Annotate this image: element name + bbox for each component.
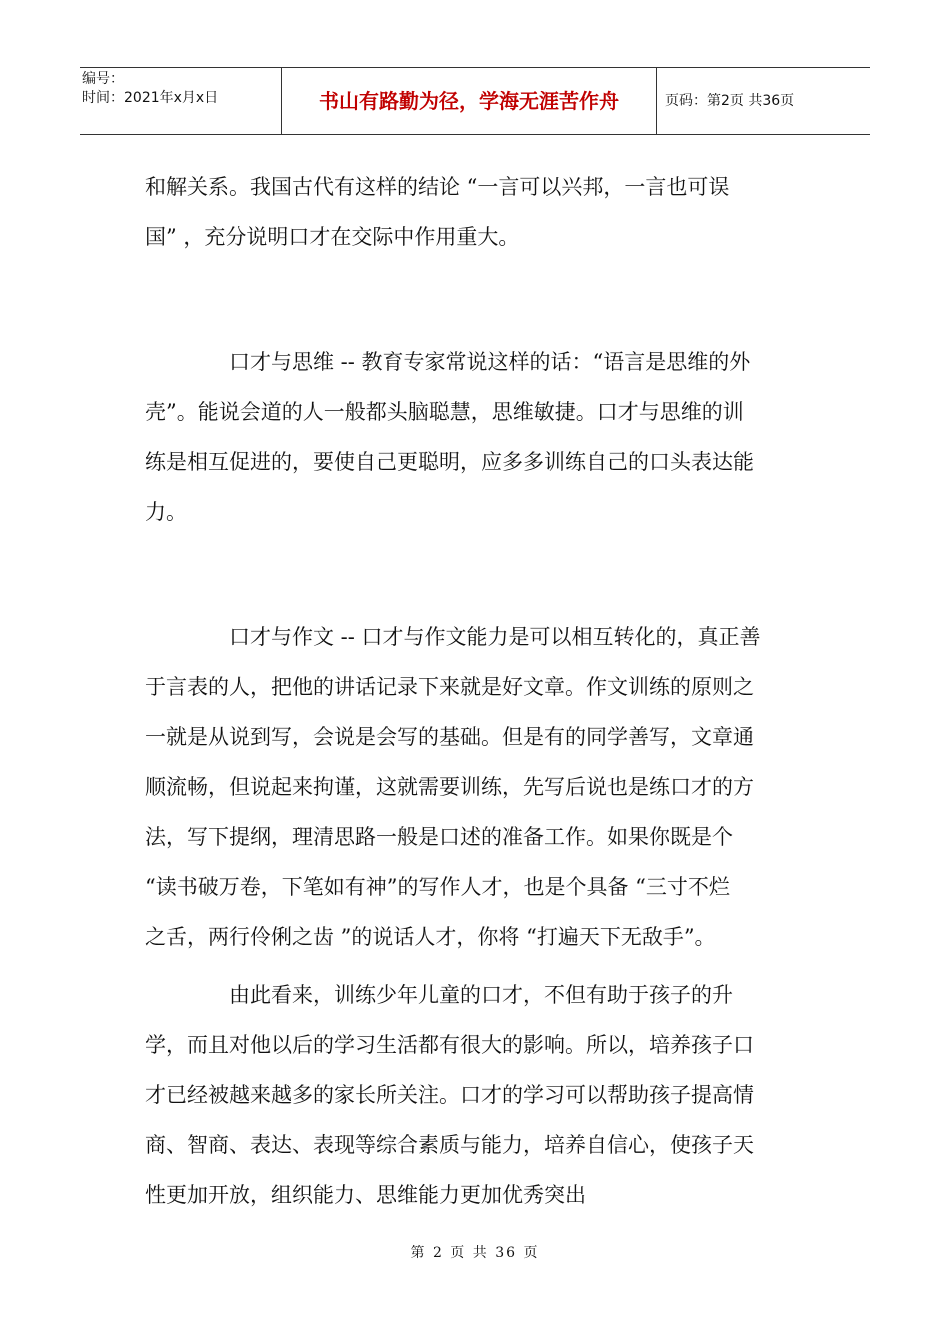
text-line: 和解关系。我国古代有这样的结论 “一言可以兴邦，一言也可误 [145,175,730,199]
text-line: 口才与思维 -- 教育专家常说这样的话：“语言是思维的外 [229,350,751,374]
header-motto: 书山有路勤为径，学海无涯苦作舟 [282,68,657,134]
text-line: 由此看来，训练少年儿童的口才，不但有助于孩子的升 [229,983,733,1007]
text-line: 国” ，充分说明口才在交际中作用重大。 [145,225,520,249]
text-line: 顺流畅，但说起来拘谨，这就需要训练，先写后说也是练口才的方 [145,775,754,799]
page-footer: 第 2 页 共 36 页 [410,1245,540,1261]
document-body [145,162,807,1220]
text-line: 于言表的人，把他的讲话记录下来就是好文章。作文训练的原则之 [145,675,754,699]
paragraph-4 [145,970,807,1220]
text-line: 商、智商、表达、表现等综合素质与能力，培养自信心，使孩子天 [145,1133,754,1157]
text-line: 学，而且对他以后的学习生活都有很大的影响。所以，培养孩子口 [145,1033,754,1057]
text-line: 才已经被越来越多的家长所关注。口才的学习可以帮助孩子提高情 [145,1083,754,1107]
document-time-label: 时间：2021年x月x日 [82,90,219,106]
text-line: 壳”。能说会道的人一般都头脑聪慧，思维敏捷。口才与思维的训 [145,400,744,424]
document-number-label: 编号： [82,71,124,87]
text-line: 练是相互促进的，要使自己更聪明，应多多训练自己的口头表达能 [145,450,754,474]
header-page-info: 页码：第2页 共36页 [665,93,795,109]
paragraph-3 [145,612,807,962]
text-line: 一就是从说到写，会说是会写的基础。但是有的同学善写，文章通 [145,725,754,749]
text-line: 性更加开放，组织能力、思维能力更加优秀突出 [145,1183,586,1207]
paragraph-1 [145,162,807,262]
header-meta [80,68,282,134]
text-line: 口才与作文 -- 口才与作文能力是可以相互转化的，真正善 [229,625,761,649]
text-line: 法，写下提纲，理清思路一般是口述的准备工作。如果你既是个 [145,825,733,849]
paragraph-2 [145,337,807,537]
text-line: 力。 [145,500,187,524]
page-header [80,67,870,135]
text-line: 之舌，两行伶俐之齿 ”的说话人才，你将 “打遍天下无敌手”。 [145,925,716,949]
text-line: “读书破万卷，下笔如有神”的写作人才，也是个具备 “三寸不烂 [145,875,730,899]
